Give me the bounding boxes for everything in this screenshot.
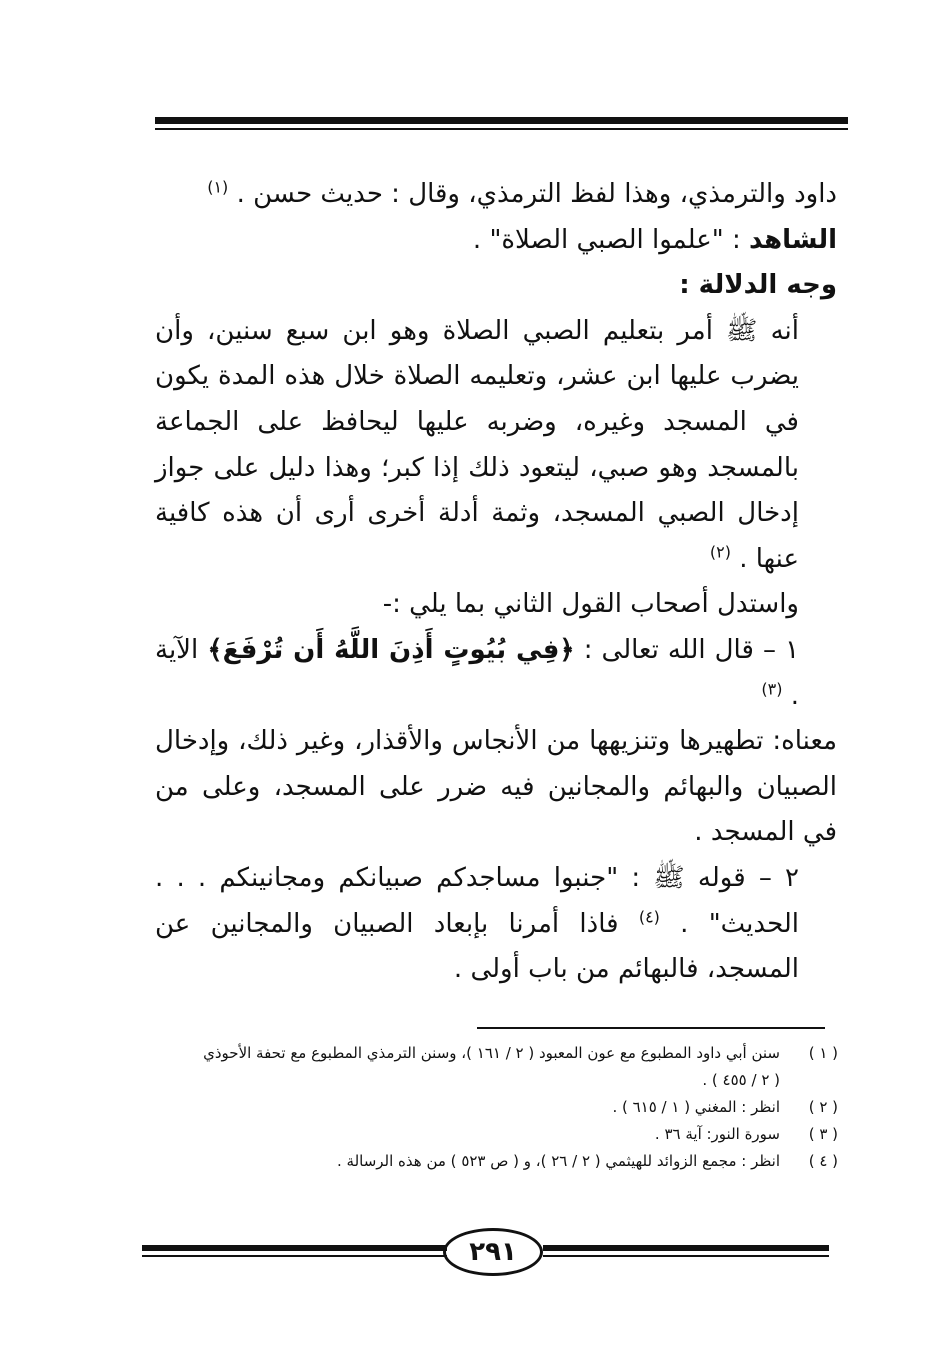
footnote-text: انظر : المغني ( ١ / ٦١٥ ) .: [612, 1098, 780, 1116]
footnote-ref-3: (٣): [761, 678, 783, 698]
footnote-4: [150, 1148, 838, 1175]
item-1-quran-verse: ﴿فِي بُيُوتٍ أَذِنَ اللَّهُ أَن تُرْفَعَ﴾: [207, 634, 575, 665]
shahid-label: الشاهد: [749, 224, 837, 255]
istadal-line: واستدل أصحاب القول الثاني بما يلي :-: [382, 589, 799, 620]
item-1: [155, 628, 837, 719]
bottom-rule-left-thick: [142, 1245, 447, 1251]
top-rule-thin: [155, 128, 848, 130]
item-2-text: ٢ – قوله ﷺ : "جنبوا مساجدكم صبيانكم ومجانينكم . . . الحديث" .: [155, 862, 799, 939]
footnote-ref-1: (١): [207, 177, 229, 197]
body-line-1: [155, 172, 837, 218]
footnote-1: [150, 1040, 838, 1067]
item-2: [155, 856, 837, 993]
footnote-3: [150, 1121, 838, 1148]
item-1-prefix: ١ – قال الله تعالى :: [583, 634, 800, 665]
item-1-meaning: معناه: تطهيرها وتنزيهها من الأنجاس والأقذار، وغير ذلك، وإدخال الصبيان والبهائم والمجانين فيه ضرر على المسجد، وعلى من في المسجد .: [155, 726, 837, 848]
dalala-paragraph-text: أنه ﷺ أمر بتعليم الصبي الصلاة وهو ابن سبع سنين، وأن يضرب عليها ابن عشر، وتعليمه الصلاة خلال هذه المدة يكون في المسجد وغيره، وضربه عليها ليحافظ على الجماعة بالمسجد وهو صبي، ليتعود ذلك إذا كبر؛ وهذا دليل على جواز إدخال الصبي المسجد، وثمة أدلة أخرى أرى أن هذه كافية عنها .: [155, 315, 799, 574]
footnote-number: ( ٣ ): [808, 1125, 838, 1143]
page-number: ٢٩١: [443, 1228, 543, 1276]
footnote-ref-2: (٢): [709, 542, 731, 562]
footnote-text: سنن أبي داود المطبوع مع عون المعبود ( ٢ / ١٦١ )، وسنن الترمذي المطبوع مع تحفة الأحوذي: [203, 1044, 780, 1062]
footnote-text: سورة النور: آية ٣٦ .: [654, 1125, 780, 1143]
body-line-1-text: داود والترمذي، وهذا لفظ الترمذي، وقال : حديث حسن .: [236, 179, 837, 209]
shahid-line: [155, 218, 837, 264]
dalala-paragraph: [155, 309, 837, 583]
footnote-2: [150, 1094, 838, 1121]
top-rule-thick: [155, 117, 848, 124]
footnote-number: ( ١ ): [808, 1044, 838, 1062]
footnote-number: ( ٤ ): [808, 1152, 838, 1170]
wajh-dalala-heading: وجه الدلالة :: [679, 270, 837, 301]
item-2-rest: فاذا أمرنا بإبعاد الصبيان والمجانين عن المسجد، فالبهائم من باب أولى .: [155, 908, 799, 985]
footnote-ref-4: (٤): [638, 906, 660, 926]
bottom-rule-left-thin: [142, 1255, 447, 1257]
item-1-suffix: الآية .: [155, 634, 799, 711]
bottom-rule-right-thick: [543, 1245, 829, 1251]
footnote-number: ( ٢ ): [808, 1098, 838, 1116]
footnote-separator: [477, 1027, 825, 1029]
main-text: [155, 172, 837, 993]
footnote-1-continuation: ( ٢ / ٤٥٥ ) .: [702, 1071, 780, 1089]
bottom-rule-right-thin: [543, 1255, 829, 1257]
shahid-text: : "علموا الصبي الصلاة" .: [472, 224, 741, 255]
footnotes: [150, 1040, 838, 1175]
footnote-text: انظر : مجمع الزوائد للهيثمي ( ٢ / ٢٦ )، و ( ص ٥٢٣ ) من هذه الرسالة .: [336, 1152, 780, 1170]
